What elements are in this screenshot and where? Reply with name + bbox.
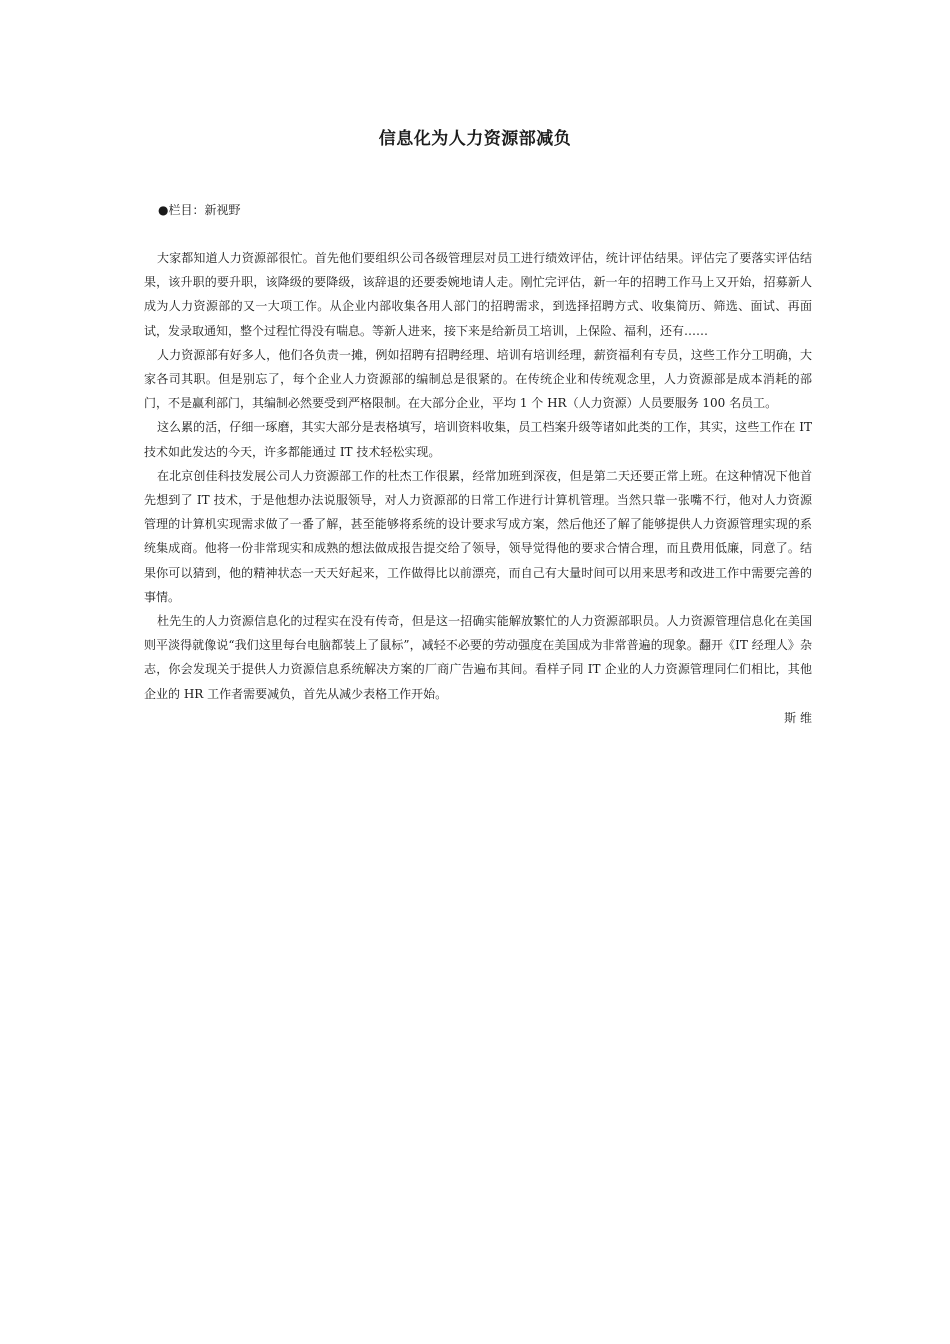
author-signature: 斯 维 (784, 710, 812, 725)
paragraph-1: 大家都知道人力资源部很忙。首先他们要组织公司各级管理层对员工进行绩效评估，统计评估结果。评估完了要落实评估结果，该升职的要升职，该降级的要降级，该辞退的还要委婉地请人走。刚忙完评估，新一年的招聘工作马上又开始，招募新人成为人力资源部的又一大项工作。从企业内部收集各用人部门的招聘需求，到选择招聘方式、收集简历、筛选、面试、再面试，发录取通知，整个过程忙得没有喘息。等新人进来，接下来是给新员工培训，上保险、福利，还有…… (144, 251, 812, 338)
paragraph-3: 这么累的活，仔细一琢磨，其实大部分是表格填写，培训资料收集，员工档案升级等诸如此类的工作，其实，这些工作在 IT 技术如此发达的今天，许多都能通过 IT 技术轻松实现。 (144, 420, 812, 459)
paragraph-4: 在北京创佳科技发展公司人力资源部工作的杜杰工作很累，经常加班到深夜，但是第二天还要正常上班。在这种情况下他首先想到了 IT 技术，于是他想办法说服领导，对人力资源部的日常工作进行计算机管理。当然只靠一张嘴不行，他对人力资源管理的计算机实现需求做了一番了解，甚至能够将系统的设计要求写成方案，然后他还了解了能够提供人力资源管理实现的系统集成商。他将一份非常现实和成熟的想法做成报告提交给了领导，领导觉得他的要求合情合理，而且费用低廉，同意了。结果你可以猜到，他的精神状态一天天好起来，工作做得比以前漂亮，而自己有大量时间可以用来思考和改进工作中需要完善的事情。 (144, 468, 812, 604)
paragraph-5: 杜先生的人力资源信息化的过程实在没有传奇，但是这一招确实能解放繁忙的人力资源部职员。人力资源管理信息化在美国则平淡得就像说“我们这里每台电脑都装上了鼠标”，减轻不必要的劳动强度在美国成为非常普遍的现象。翻开《IT 经理人》杂志，你会发现关于提供人力资源信息系统解决方案的厂商广告遍布其间。看样子同 IT 企业的人力资源管理同仁们相比，其他企业的 HR 工作者需要减负，首先从减少表格工作开始。 (144, 614, 812, 701)
paragraph-2: 人力资源部有好多人，他们各负责一摊，例如招聘有招聘经理、培训有培训经理，薪资福利有专员，这些工作分工明确，大家各司其职。但是别忘了，每个企业人力资源部的编制总是很紧的。在传统企业和传统观念里，人力资源部是成本消耗的部门，不是赢利部门，其编制必然要受到严格限制。在大部分企业，平均 1 个 HR（人力资源）人员要服务 100 名员工。 (144, 347, 812, 411)
article-title: 信息化为人力资源部减负 (378, 129, 572, 149)
column-label: ●栏目：新视野 (158, 203, 241, 217)
article-body (144, 246, 812, 730)
